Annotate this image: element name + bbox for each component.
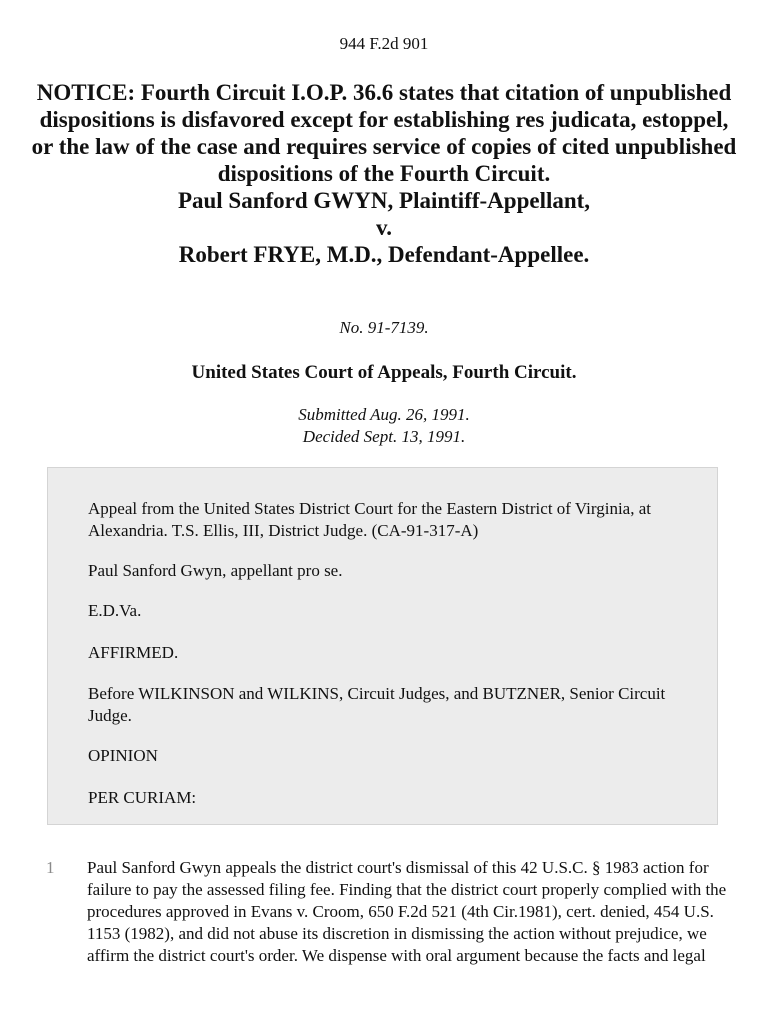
court-name: United States Court of Appeals, Fourth Circuit. [191,362,577,383]
case-dates [0,404,768,448]
opinion-label: OPINION [88,746,158,765]
opinion-paragraph: Paul Sanford Gwyn appeals the district court's dismissal of this 42 U.S.C. § 1983 action for failure to pay the assessed filing fee. Finding that the district court properly complied with the procedures approved in Evans v. Croom, 650 F.2d 521 (4th Cir.1981), cert. denied, 454 U.S. 1153 (1982), and did not abuse its discretion in dismissing the action without prejudice, we affirm the district court's order. We dispense with oral argument because the facts and legal [87,858,727,965]
case-summary-panel [47,467,718,825]
counsel-text: Paul Sanford Gwyn, appellant pro se. [88,561,343,580]
notice-text: NOTICE: Fourth Circuit I.O.P. 36.6 states that citation of unpublished dispositions is disfavored except for establishing res judicata, estoppel, or the law of the case and requires service of copies of cited unpublished dispositions of the Fourth Circuit. [31,80,737,186]
district-text: E.D.Va. [88,601,142,620]
appeal-from-text: Appeal from the United States District Court for the Eastern District of Virginia, at Alexandria. T.S. Ellis, III, District Judge. (CA-91-317-A) [88,499,652,540]
decided-date: Decided Sept. 13, 1991. [302,427,466,446]
per-curiam-label: PER CURIAM: [88,788,197,807]
disposition-text: AFFIRMED. [88,643,179,662]
defendant-name: Robert FRYE, M.D., Defendant-Appellee. [178,242,590,267]
case-citation: 944 F.2d 901 [339,34,429,53]
panel-judges-text: Before WILKINSON and WILKINS, Circuit Judges, and BUTZNER, Senior Circuit Judge. [88,684,666,725]
docket-number: No. 91-7139. [339,318,429,337]
paragraph-number: 1 [46,858,55,877]
versus-label: v. [376,215,392,240]
case-heading [30,79,738,268]
submitted-date: Submitted Aug. 26, 1991. [298,405,470,424]
plaintiff-name: Paul Sanford GWYN, Plaintiff-Appellant, [177,188,591,213]
